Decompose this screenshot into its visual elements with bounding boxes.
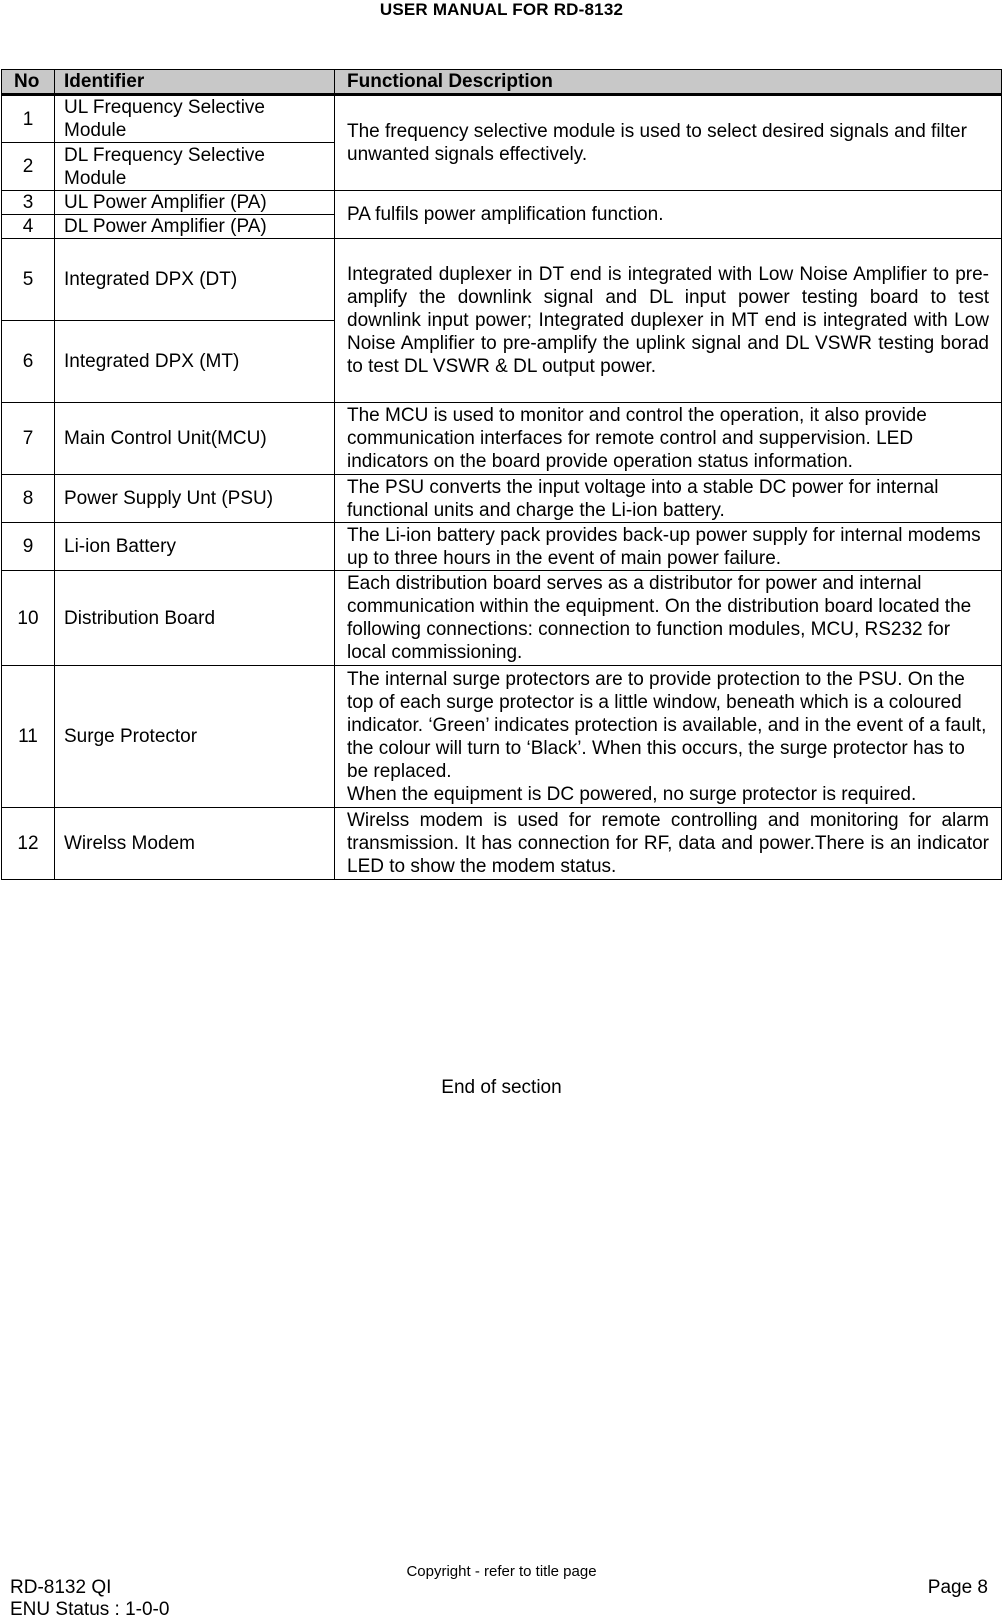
surge-dc-note: When the equipment is DC powered, no surge protector is required. [347,783,917,805]
table-row [2,475,1002,523]
row-description: The Li-ion battery pack provides back-up power supply for internal modems up to three hours in the event of main power failure. [335,523,1002,571]
footer-doc-id: RD-8132 QI [10,1577,112,1598]
row-identifier: Main Control Unit(MCU) [55,403,335,475]
row-identifier: Distribution Board [55,571,335,666]
column-header-description: Functional Description [335,70,1002,95]
row-number: 3 [2,191,55,215]
row-identifier: Surge Protector [55,666,335,808]
functional-description-table [1,69,1002,880]
row-number: 9 [2,523,55,571]
footer-copyright: Copyright - refer to title page [406,1563,597,1580]
row-description: The frequency selective module is used to select desired signals and filter unwanted signals effectively. [335,95,1002,191]
row-description: PA fulfils power amplification function. [335,191,1002,239]
row-description: Integrated duplexer in DT end is integrated with Low Noise Amplifier to pre-amplify the downlink signal and DL input power testing board to test downlink input power; Integrated duplexer in MT end is integrated with Low Noise Amplifier to pre-amplify the uplink signal and DL VSWR testing borad to test DL VSWR & DL output power. [335,239,1002,403]
row-description: Each distribution board serves as a distributor for power and internal communication within the equipment. On the distribution board located the following connections: connection to function modules, MCU, RS232 for local commissioning. [335,571,1002,666]
table-row [2,403,1002,475]
footer-document-info [10,1577,169,1621]
row-description: Wirelss modem is used for remote controlling and monitoring for alarm transmission. It has connection for RF, data and power.There is an indicator LED to show the modem status. [335,808,1002,880]
end-of-section-note: End of section [441,1077,562,1098]
row-number: 8 [2,475,55,523]
column-header-identifier: Identifier [55,70,335,95]
row-number: 1 [2,95,55,143]
table-row [2,571,1002,666]
row-number: 2 [2,143,55,191]
row-number: 10 [2,571,55,666]
row-number: 4 [2,215,55,239]
table-row [2,523,1002,571]
row-number: 5 [2,239,55,321]
row-identifier: Li-ion Battery [55,523,335,571]
row-identifier: Power Supply Unt (PSU) [55,475,335,523]
row-identifier: DL Frequency Selective Module [55,143,335,191]
table-row [2,239,1002,321]
row-identifier: Integrated DPX (DT) [55,239,335,321]
row-identifier: UL Power Amplifier (PA) [55,191,335,215]
column-header-no: No [2,70,55,95]
row-identifier: UL Frequency Selective Module [55,95,335,143]
row-identifier: DL Power Amplifier (PA) [55,215,335,239]
row-number: 6 [2,321,55,403]
row-description: The PSU converts the input voltage into a stable DC power for internal functional units and charge the Li-ion battery. [335,475,1002,523]
row-description: The MCU is used to monitor and control the operation, it also provide communication interfaces for remote control and suppervision. LED indicators on the board provide operation status information. [335,403,1002,475]
table-row [2,95,1002,143]
table-row [2,808,1002,880]
table-row [2,666,1002,808]
row-identifier: Wirelss Modem [55,808,335,880]
table-row [2,191,1002,215]
footer-page-number: Page 8 [927,1577,988,1598]
row-number: 11 [2,666,55,808]
page-header-title: USER MANUAL FOR RD-8132 [379,0,624,19]
footer-status: ENU Status : 1-0-0 [10,1599,170,1620]
row-identifier: Integrated DPX (MT) [55,321,335,403]
table-header-row [2,70,1002,95]
row-description [335,666,1002,808]
surge-description-text: The internal surge protectors are to provide protection to the PSU. On the top of each surge protector is a little window, beneath which is a coloured indicator. ‘Green’ indicates protection is available, and in the event of a fault, the colour will turn to ‘Black’. When this occurs, the surge protector has to be replaced. [347,668,987,782]
row-number: 7 [2,403,55,475]
row-number: 12 [2,808,55,880]
